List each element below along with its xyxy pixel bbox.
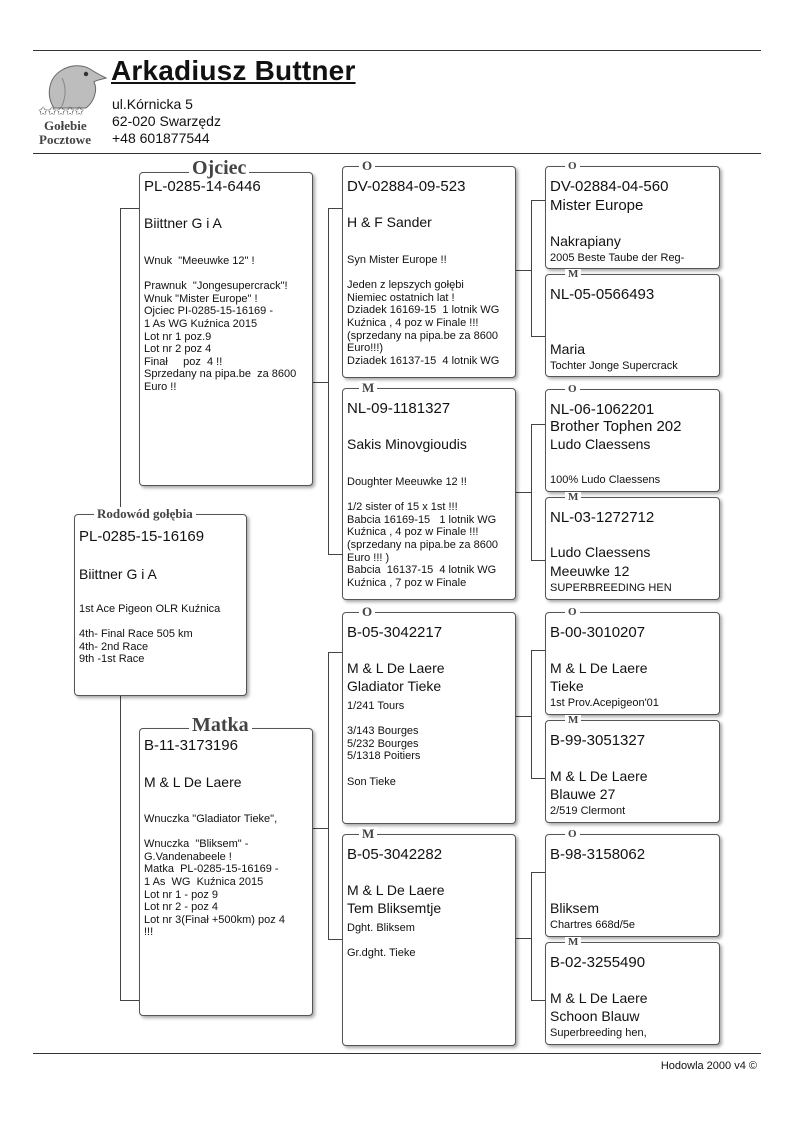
breeder-name: Arkadiusz Buttner — [111, 55, 356, 86]
o-label: O — [565, 384, 580, 395]
notes: 1st Ace Pigeon OLR Kuźnica 4th- Final Race 505 km 4th- 2nd Race 9th -1st Race — [79, 603, 221, 666]
ring-number: NL-09-1181327 — [347, 400, 451, 417]
o-label: O — [565, 829, 580, 840]
pigeon-name: Meeuwke 12 — [550, 563, 630, 579]
ring-number: PL-0285-15-16169 — [79, 528, 205, 545]
connector — [328, 939, 342, 940]
owner: Biittner G i A — [79, 566, 157, 582]
ggp-mff-card — [545, 612, 720, 715]
ring-number: NL-03-1272712 — [550, 509, 655, 526]
connector — [531, 1000, 545, 1001]
ggp-fmf-card — [545, 389, 720, 492]
ring-number: B-00-3010207 — [550, 624, 646, 641]
connector — [531, 424, 545, 425]
o-label: O — [565, 161, 580, 172]
ojciec-label: Ojciec — [189, 158, 249, 178]
connector — [120, 1000, 140, 1001]
pigeon-name: Tieke — [550, 678, 584, 694]
o-label: O — [359, 605, 375, 618]
pigeon-logo — [36, 56, 108, 148]
ring-number: B-05-3042217 — [347, 624, 443, 641]
note: 2005 Beste Taube der Reg- — [550, 252, 685, 264]
notes: 1/241 Tours 3/143 Bourges 5/232 Bourges 5/1318 Poitiers Son Tieke — [347, 700, 421, 788]
ring-number: DV-02884-04-560 — [550, 178, 669, 195]
footer-text: Hodowla 2000 v4 © — [660, 1060, 757, 1072]
pigeon-name: Tem Bliksemtje — [347, 900, 442, 916]
connector — [531, 200, 545, 201]
paternal-grandmother-card — [342, 388, 516, 600]
note: 1st Prov.Acepigeon'01 — [550, 697, 659, 709]
note: 2/519 Clermont — [550, 805, 626, 817]
m-label: M — [359, 381, 377, 394]
m-label: M — [565, 492, 581, 503]
connector — [531, 650, 532, 778]
footer-rule — [33, 1053, 761, 1054]
connector — [328, 652, 329, 940]
pigeon-name: Blauwe 27 — [550, 786, 616, 802]
connector — [531, 424, 532, 560]
pigeon-name: Schoon Blauw — [550, 1008, 640, 1024]
note: Chartres 668d/5e — [550, 919, 635, 931]
paternal-grandfather-card — [342, 166, 516, 378]
pigeon-name: Gladiator Tieke — [347, 678, 442, 694]
breeder-address2: 62-020 Swarzędz — [112, 113, 221, 129]
connector — [120, 208, 121, 514]
o-label: O — [359, 159, 375, 172]
owner: M & L De Laere — [550, 768, 648, 784]
connector — [312, 382, 328, 383]
ring-number: B-11-3173196 — [144, 737, 238, 754]
m-label: M — [565, 937, 581, 948]
mother-card — [139, 728, 313, 1016]
note: Tochter Jonge Supercrack — [550, 360, 678, 372]
ggp-fmm-card — [545, 497, 720, 600]
ring-number: B-99-3051327 — [550, 732, 646, 749]
connector — [531, 336, 545, 337]
logo-line2: Pocztowe — [39, 132, 91, 147]
owner: Nakrapiany — [550, 233, 621, 249]
subject-card — [74, 514, 247, 696]
connector — [120, 695, 121, 1001]
ring-number: PL-0285-14-6446 — [144, 178, 261, 195]
father-card — [139, 172, 313, 486]
connector — [531, 778, 545, 779]
connector — [328, 652, 342, 653]
rodowod-label: Rodowód gołębia — [94, 507, 196, 520]
connector — [531, 872, 532, 1000]
owner: Ludo Claessens — [550, 436, 651, 452]
ring-number: DV-02884-09-523 — [347, 178, 466, 195]
logo-stars: ✩✩✩✩✩ — [38, 104, 84, 118]
connector — [515, 716, 531, 717]
pigeon-name: Brother Tophen 202 — [550, 418, 682, 435]
header-bottom-rule — [33, 153, 761, 154]
note: 100% Ludo Claessens — [550, 474, 661, 486]
owner: M & L De Laere — [550, 660, 648, 676]
connector — [515, 270, 531, 271]
connector — [328, 208, 329, 554]
ggp-ffm-card — [545, 274, 720, 377]
connector — [531, 650, 545, 651]
connector — [515, 938, 531, 939]
owner: M & L De Laere — [550, 990, 648, 1006]
ring-number: B-05-3042282 — [347, 846, 443, 863]
owner: M & L De Laere — [347, 882, 445, 898]
maternal-grandmother-card — [342, 834, 516, 1046]
connector — [120, 208, 140, 209]
notes: Syn Mister Europe !! Jeden z lepszych gołębi Niemiec ostatnich lat ! Dziadek 16169-15 1 lotnik WG Kuźnica , 4 poz w Finale !!! (sprzedany na pipa.be za 8600 Euro!!!) Dziadek 16137-15 4 lotnik WG — [347, 254, 500, 367]
header-top-rule — [33, 50, 761, 51]
ring-number: B-02-3255490 — [550, 954, 646, 971]
maternal-grandfather-card — [342, 612, 516, 824]
connector — [328, 554, 342, 555]
owner: Bliksem — [550, 900, 600, 916]
o-label: O — [565, 607, 580, 618]
pigeon-name: Mister Europe — [550, 197, 644, 214]
notes: Dght. Bliksem Gr.dght. Tieke — [347, 922, 416, 960]
m-label: M — [359, 827, 377, 840]
connector — [515, 492, 531, 493]
note: Superbreeding hen, — [550, 1027, 647, 1039]
breeder-address1: ul.Kórnicka 5 — [112, 96, 193, 112]
owner: Maria — [550, 341, 586, 357]
connector — [328, 208, 342, 209]
notes: Doughter Meeuwke 12 !! 1/2 sister of 15 x 1st !!! Babcia 16169-15 1 lotnik WG Kuźnica , 4 poz w Finale !!! (sprzedany na pipa.be za 8600 Euro !!! ) Babcia 16137-15 4 lotnik WG Kuźnica , 7 poz w Finale — [347, 476, 499, 589]
ring-number: B-98-3158062 — [550, 846, 646, 863]
owner: H & F Sander — [347, 214, 432, 230]
logo-line1: Gołebie — [44, 118, 87, 133]
ggp-fff-card — [545, 166, 720, 269]
owner: Ludo Claessens — [550, 544, 651, 560]
m-label: M — [565, 715, 581, 726]
ggp-mfm-card — [545, 720, 720, 823]
ring-number: NL-06-1062201 — [550, 401, 655, 418]
owner: Sakis Minovgioudis — [347, 436, 467, 452]
connector — [531, 200, 532, 336]
ggp-mmf-card — [545, 834, 720, 937]
connector — [312, 828, 328, 829]
notes: Wnuk "Meeuwke 12" ! Prawnuk "Jongesupercrack"! Wnuk "Mister Europe" ! Ojciec PI-0285-15-16169 - 1 As WG Kuźnica 2015 Lot nr 1 poz.9 Lot nr 2 poz 4 Finał poz 4 !! Sprzedany na pipa.be za 8600 Euro !! — [144, 255, 297, 393]
breeder-phone: +48 601877544 — [112, 130, 210, 146]
connector — [531, 560, 545, 561]
owner: M & L De Laere — [144, 774, 242, 790]
notes: Wnuczka "Gladiator Tieke", Wnuczka "Bliksem" - G.Vandenabeele ! Matka PL-0285-15-16169 - 1 As WG Kuźnica 2015 Lot nr 1 - poz 9 Lot nr 2 - poz 4 Lot nr 3(Finał +500km) poz 4 !!! — [144, 813, 285, 939]
owner: M & L De Laere — [347, 660, 445, 676]
m-label: M — [565, 269, 581, 280]
matka-label: Matka — [189, 715, 252, 735]
owner: Biittner G i A — [144, 215, 222, 231]
connector — [531, 872, 545, 873]
ggp-mmm-card — [545, 942, 720, 1045]
ring-number: NL-05-0566493 — [550, 286, 655, 303]
note: SUPERBREEDING HEN — [550, 582, 672, 594]
